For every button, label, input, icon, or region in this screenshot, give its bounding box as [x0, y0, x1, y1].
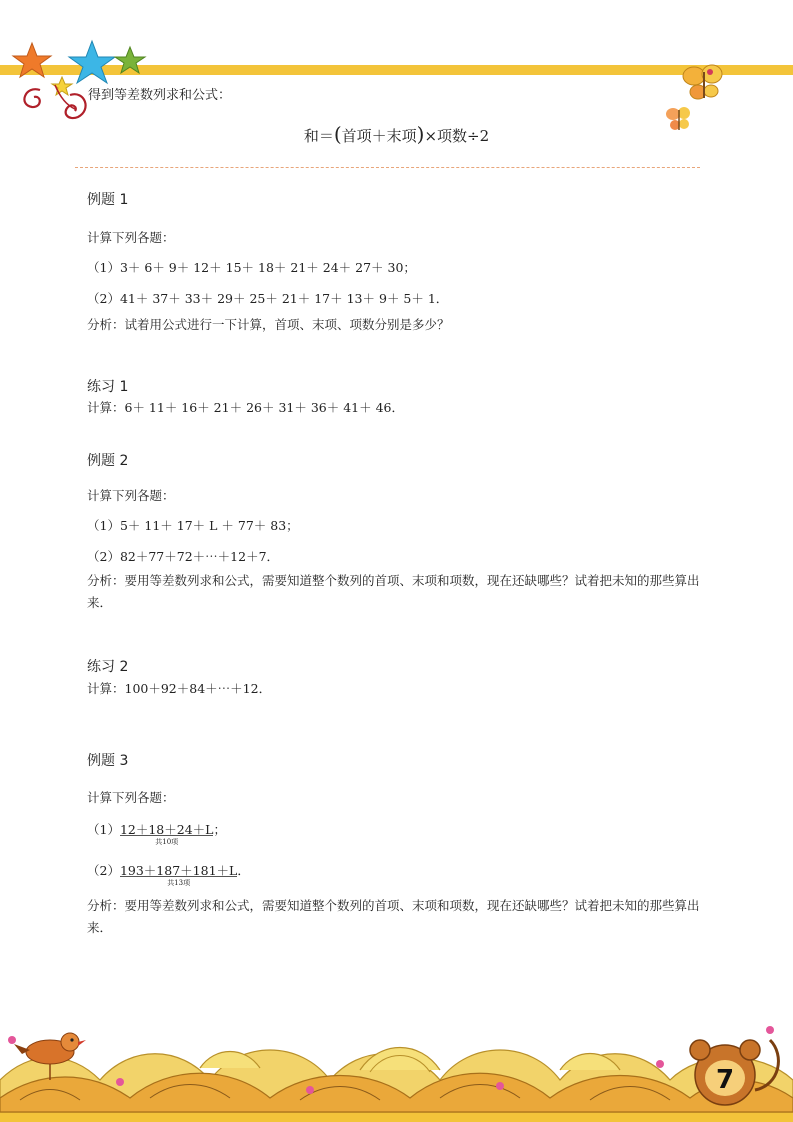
- red-swirl-icon: [24, 89, 40, 107]
- example3-title: 例题 3: [87, 753, 129, 769]
- example2-q1: （1）5＋ 11＋ 17＋ L ＋ 77＋ 83；: [87, 518, 299, 533]
- example1-instruction: 计算下列各题：: [87, 230, 175, 245]
- example3-q1-expr: 12＋18＋24＋L: [119, 822, 214, 837]
- example3-analysis: 分析：要用等差数列求和公式，需要知道整个数列的首项、末项和项数，现在还缺哪些？试着把未知的那些算出来．: [87, 898, 700, 935]
- example3-instruction: 计算下列各题：: [87, 790, 175, 805]
- example3-q2-expr: 193＋187＋181＋L: [119, 863, 238, 878]
- example3-q2-prefix: （2）: [87, 863, 120, 878]
- orange-star-icon: [13, 43, 51, 77]
- intro-text: 得到等差数列求和公式：: [88, 88, 232, 103]
- blue-star-icon: [69, 41, 115, 83]
- example1-q2: （2）41＋ 37＋ 33＋ 29＋ 25＋ 21＋ 17＋ 13＋ 9＋ 5＋ 1．: [87, 291, 449, 306]
- example3-q2: [87, 861, 250, 887]
- example3-q1-prefix: （1）: [87, 822, 120, 837]
- practice2-text: 计算：100＋92＋84＋⋯＋12．: [87, 681, 272, 696]
- term-count-label: 共13项: [120, 876, 237, 888]
- example1-analysis: 分析：试着用公式进行一下计算，首项、末项、项数分别是多少？: [87, 317, 450, 332]
- formula-rhs: ×项数÷2: [424, 127, 490, 145]
- example2-title: 例题 2: [87, 453, 129, 469]
- underbrace-expression: [119, 861, 238, 887]
- formula-lhs: 和＝: [303, 127, 334, 145]
- example2-q2: （2）82＋77＋72＋⋯＋12＋7．: [87, 549, 280, 564]
- sum-formula: 和＝(首项＋末项)×项数÷2: [303, 122, 490, 146]
- example2-analysis: 分析：要用等差数列求和公式，需要知道整个数列的首项、末项和项数，现在还缺哪些？试着把未知的那些算出来．: [87, 573, 700, 610]
- example1-q1: （1）3＋ 6＋ 9＋ 12＋ 15＋ 18＋ 21＋ 24＋ 27＋ 30；: [87, 260, 416, 275]
- formula-inner: 首项＋末项: [341, 127, 417, 145]
- practice1-title: 练习 1: [87, 379, 129, 395]
- green-star-icon: [115, 47, 145, 73]
- example2-instruction: 计算下列各题：: [87, 488, 175, 503]
- underbrace-expression: [119, 820, 214, 846]
- dashed-divider: [75, 167, 700, 168]
- page-number: 7: [715, 1065, 735, 1095]
- example3-q1-suffix: ；: [213, 822, 226, 837]
- butterfly-icon: [680, 62, 728, 104]
- practice2-title: 练习 2: [87, 659, 129, 675]
- example3-q1: [87, 820, 226, 846]
- term-count-label: 共10项: [120, 835, 214, 847]
- practice1-text: 计算：6＋ 11＋ 16＋ 21＋ 26＋ 31＋ 36＋ 41＋ 46．: [87, 400, 404, 415]
- example3-q2-suffix: ．: [237, 863, 250, 878]
- example1-title: 例题 1: [87, 192, 129, 208]
- bottom-cartoon-border: [0, 1010, 793, 1122]
